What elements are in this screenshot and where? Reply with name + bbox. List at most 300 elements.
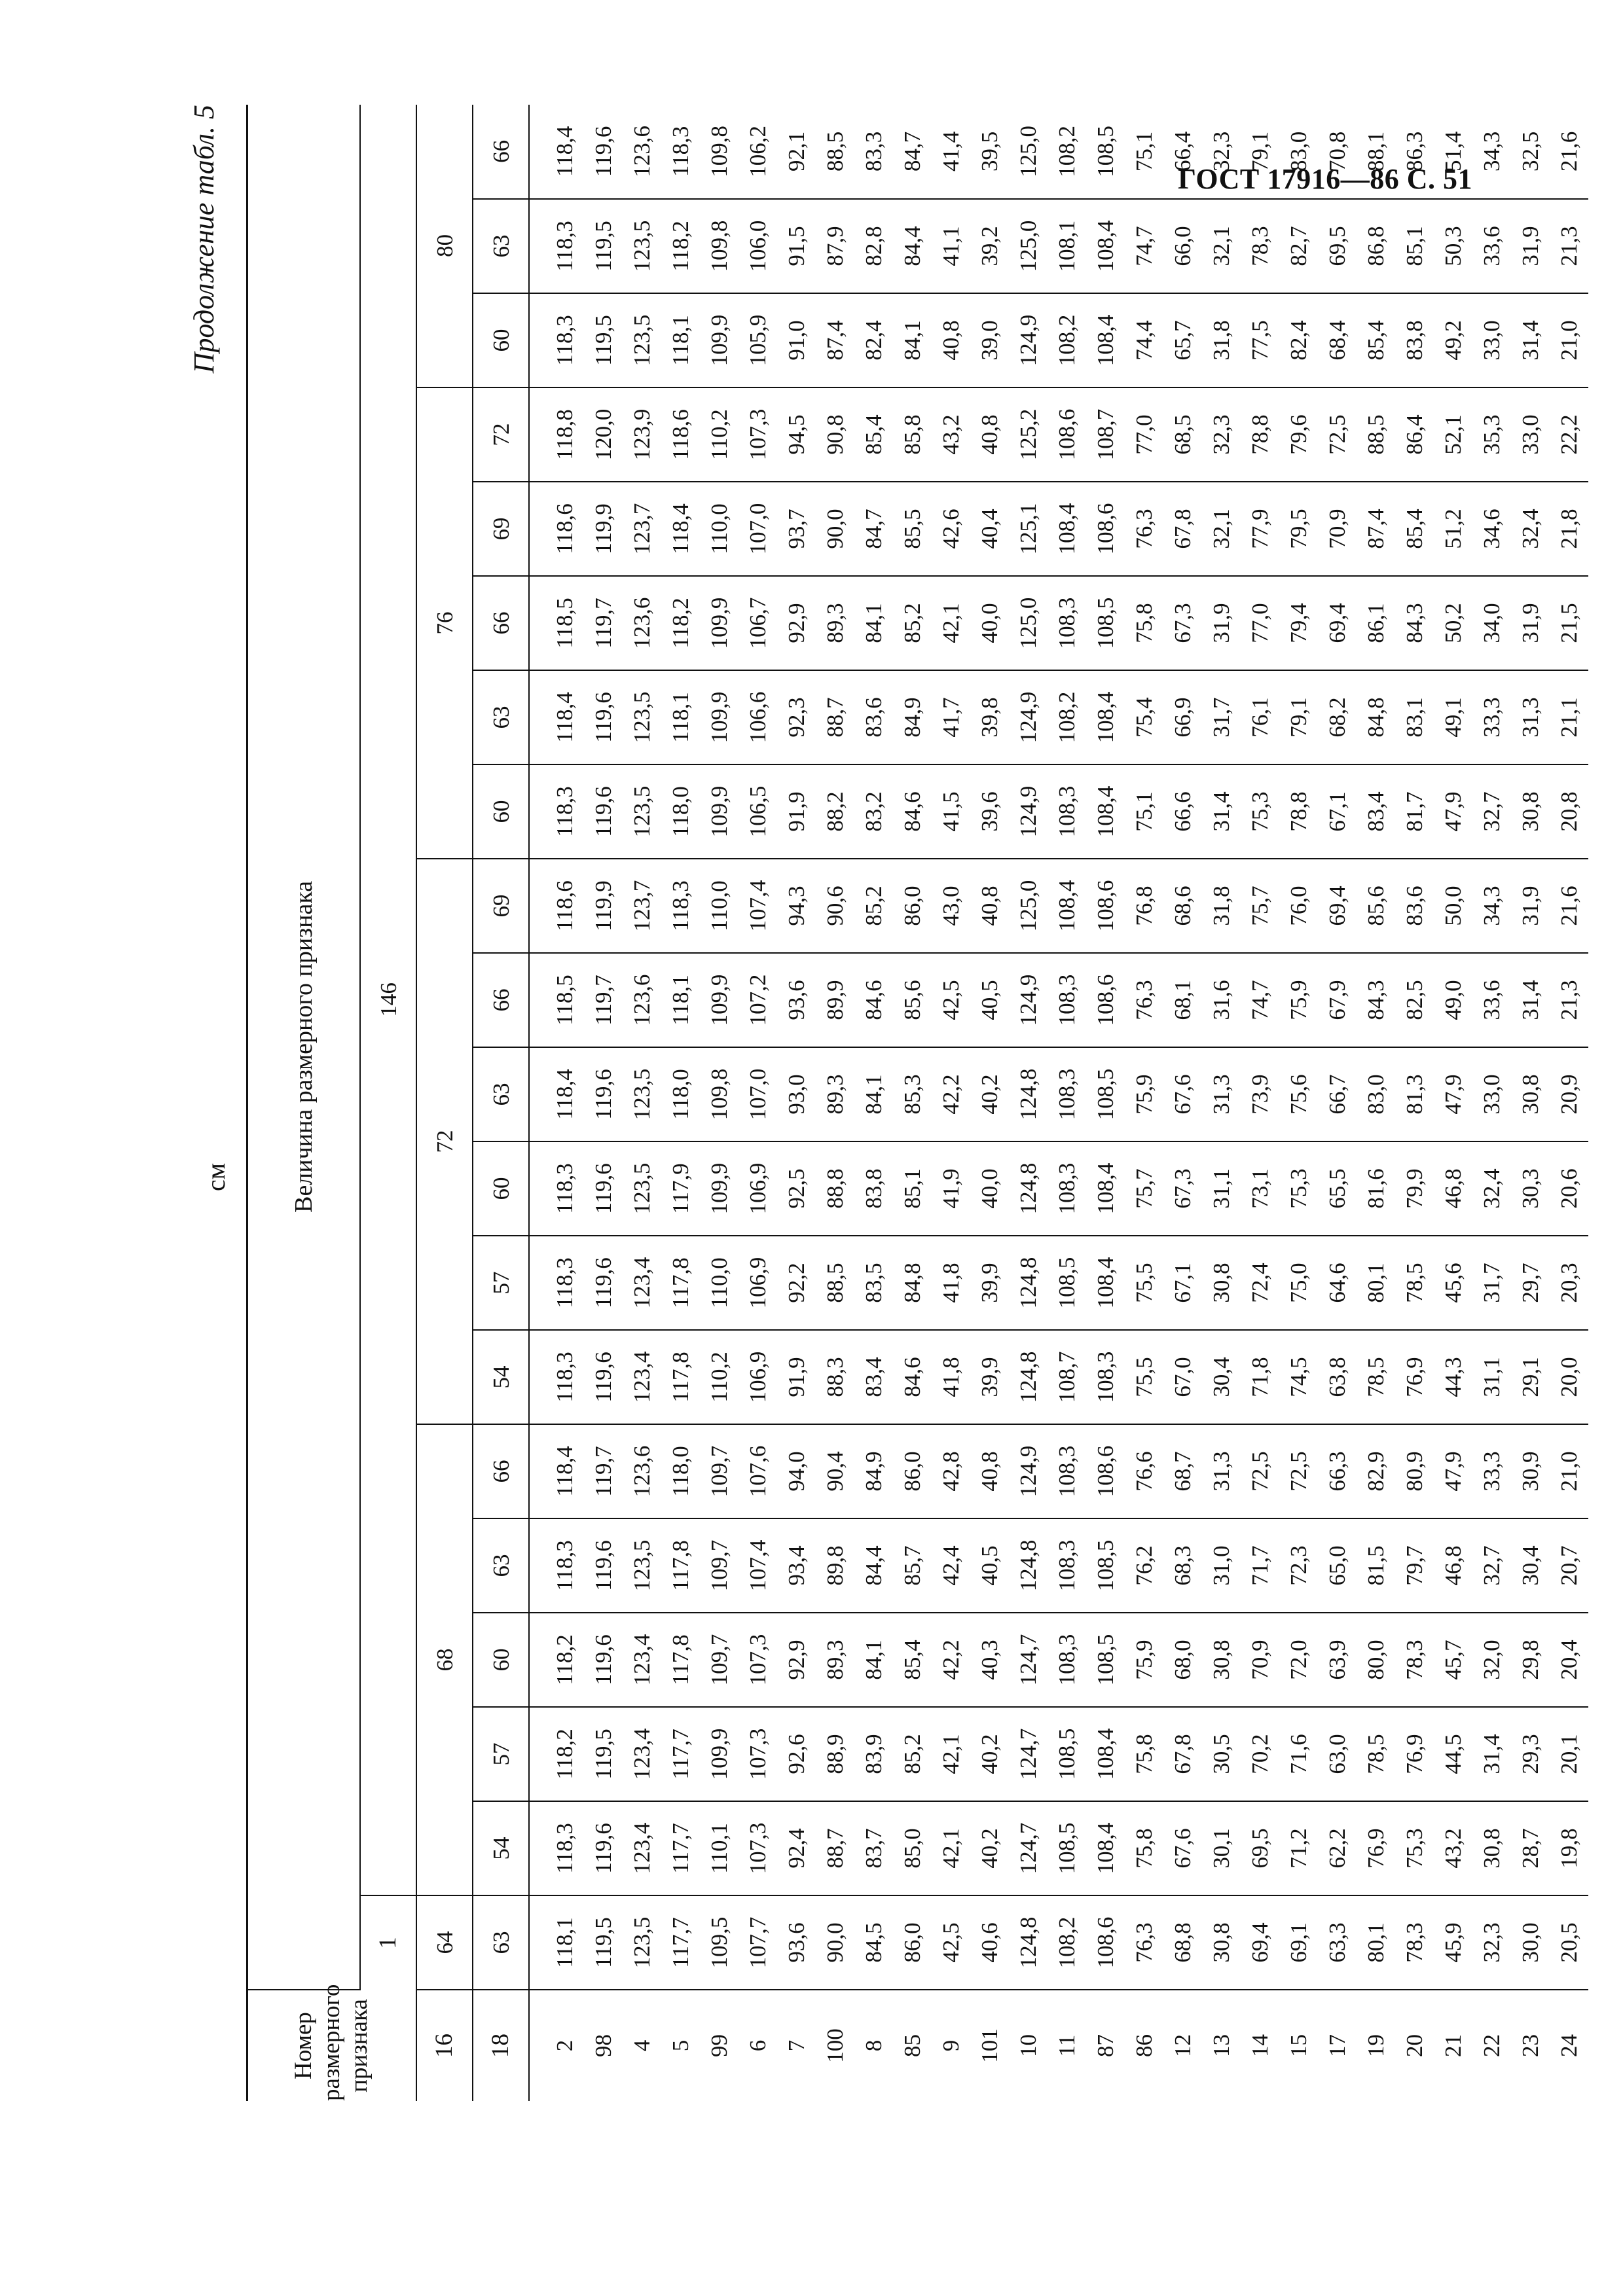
table-cell: 68,5 (1163, 387, 1202, 482)
table-cell: 109,8 (700, 105, 739, 199)
table-cell: 76,3 (1125, 482, 1163, 576)
table-cell: 85,6 (1357, 859, 1395, 953)
table-cell: 83,1 (1395, 670, 1434, 764)
table-cell: 88,5 (816, 1236, 854, 1330)
table-cell: 123,5 (623, 1141, 661, 1236)
table-cell: 108,6 (1086, 953, 1125, 1047)
table-cell: 86,4 (1395, 387, 1434, 482)
table-cell: 83,4 (1357, 764, 1395, 859)
row-key: 12 (1170, 2034, 1195, 2057)
table-cell: 20,6 (1550, 1141, 1588, 1236)
table-cell: 49,0 (1434, 953, 1472, 1047)
row-key: 98 (591, 2034, 616, 2057)
table-cell: 21,6 (1550, 859, 1588, 953)
column-header-row (473, 105, 529, 2101)
row-key: 85 (900, 2034, 925, 2057)
table-cell: 124,8 (1009, 1236, 1048, 1330)
table-row (1125, 105, 1163, 2101)
table-cell: 108,4 (1086, 670, 1125, 764)
table-cell: 78,8 (1241, 387, 1279, 482)
table-cell: 108,4 (1086, 199, 1125, 293)
table-cell: 89,8 (816, 1518, 854, 1613)
table-cell: 63,0 (1318, 1707, 1357, 1801)
table-cell: 86,0 (893, 1895, 932, 1990)
group-64-header: 64 (416, 1895, 473, 1990)
table-cell: 45,9 (1434, 1895, 1472, 1990)
row-key: 5 (668, 2039, 693, 2052)
table-cell: 118,0 (661, 764, 700, 859)
table-cell: 70,2 (1241, 1707, 1279, 1801)
table-cell: 108,3 (1048, 1613, 1086, 1707)
table-cell: 124,8 (1009, 1895, 1048, 1990)
table-cell: 119,5 (584, 199, 623, 293)
table-cell: 124,9 (1009, 293, 1048, 387)
table-cell: 79,6 (1279, 387, 1318, 482)
table-cell: 75,6 (1279, 1047, 1318, 1141)
table-cell: 40,3 (970, 1613, 1009, 1707)
table-cell: 94,3 (777, 859, 816, 953)
table-row (970, 105, 1009, 2101)
table-cell: 118,1 (661, 953, 700, 1047)
table-cell: 118,2 (661, 576, 700, 670)
table-cell: 86,3 (1395, 105, 1434, 199)
column-header: 60 (473, 1613, 529, 1707)
row-key: 14 (1247, 2034, 1273, 2057)
row-key: 21 (1440, 2034, 1466, 2057)
table-cell: 79,9 (1395, 1141, 1434, 1236)
table-cell: 82,4 (1279, 293, 1318, 387)
table-cell: 124,7 (1009, 1801, 1048, 1895)
table-cell: 74,7 (1241, 953, 1279, 1047)
table-cell: 84,9 (854, 1424, 893, 1518)
table-cell: 124,9 (1009, 1424, 1048, 1518)
table-cell: 92,9 (777, 576, 816, 670)
table-body (529, 105, 1588, 2101)
table-cell: 73,1 (1241, 1141, 1279, 1236)
column-header: 63 (473, 670, 529, 764)
table-row (777, 105, 816, 2101)
row-key: 17 (1324, 2034, 1350, 2057)
table-cell: 85,1 (893, 1141, 932, 1236)
table-cell: 109,9 (700, 670, 739, 764)
row-key: 15 (1286, 2034, 1311, 2057)
table-cell: 69,5 (1318, 199, 1357, 293)
table-cell: 32,4 (1511, 482, 1550, 576)
page-header: ГОСТ 17916—86 С. 51 (1177, 163, 1472, 195)
table-cell: 88,8 (816, 1141, 854, 1236)
table-cell: 106,9 (739, 1141, 777, 1236)
table-cell: 75,7 (1241, 859, 1279, 953)
table-cell: 107,3 (739, 1613, 777, 1707)
table-cell: 47,9 (1434, 1047, 1472, 1141)
table-cell: 83,6 (854, 670, 893, 764)
table-cell: 124,7 (1009, 1707, 1048, 1801)
table-cell: 118,2 (529, 1613, 584, 1707)
table-cell: 124,8 (1009, 1330, 1048, 1424)
table-cell: 108,3 (1048, 1047, 1086, 1141)
table-cell: 64,6 (1318, 1236, 1357, 1330)
table-cell: 40,8 (970, 387, 1009, 482)
table-cell: 40,6 (970, 1895, 1009, 1990)
table-row (816, 105, 854, 2101)
table-cell: 107,7 (739, 1895, 777, 1990)
table-cell: 85,4 (1357, 293, 1395, 387)
table-cell: 66,6 (1163, 764, 1202, 859)
table-cell: 118,4 (529, 1047, 584, 1141)
table-cell: 78,5 (1357, 1707, 1395, 1801)
table-cell: 66,3 (1318, 1424, 1357, 1518)
table-cell: 118,6 (661, 387, 700, 482)
column-header: 63 (473, 1047, 529, 1141)
table-cell: 84,8 (1357, 670, 1395, 764)
table-cell: 32,4 (1472, 1141, 1511, 1236)
table-cell: 20,3 (1550, 1236, 1588, 1330)
table-cell: 118,5 (529, 576, 584, 670)
table-cell: 84,5 (854, 1895, 893, 1990)
column-header: 57 (473, 1236, 529, 1330)
row-key: 100 (822, 2028, 848, 2063)
table-cell: 119,9 (584, 859, 623, 953)
column-header: 57 (473, 1707, 529, 1801)
table-cell: 71,7 (1241, 1518, 1279, 1613)
table-cell: 93,4 (777, 1518, 816, 1613)
table-cell: 123,4 (623, 1801, 661, 1895)
table-cell: 33,0 (1511, 387, 1550, 482)
table-cell: 41,8 (932, 1236, 970, 1330)
table-cell: 77,0 (1125, 387, 1163, 482)
table-cell: 30,8 (1202, 1895, 1241, 1990)
table-cell: 43,2 (932, 387, 970, 482)
table-cell: 124,9 (1009, 953, 1048, 1047)
table-cell: 81,5 (1357, 1518, 1395, 1613)
row-key: 2 (552, 2039, 577, 2052)
table-cell: 123,5 (623, 1895, 661, 1990)
table-cell: 108,5 (1086, 1518, 1125, 1613)
table-cell: 85,8 (893, 387, 932, 482)
table-cell: 32,3 (1202, 387, 1241, 482)
row-label-header: Номер размерного признака (247, 1990, 417, 2101)
column-header: 66 (473, 953, 529, 1047)
table-cell: 74,5 (1279, 1330, 1318, 1424)
table-cell: 89,9 (816, 953, 854, 1047)
table-cell: 21,6 (1550, 105, 1588, 199)
table-cell: 119,6 (584, 1518, 623, 1613)
table-cell: 106,5 (739, 764, 777, 859)
column-header: 63 (473, 1518, 529, 1613)
table-cell: 123,7 (623, 859, 661, 953)
table-cell: 108,3 (1048, 1424, 1086, 1518)
table-cell: 32,0 (1472, 1613, 1511, 1707)
table-cell: 20,5 (1550, 1895, 1588, 1990)
column-header: 60 (473, 1141, 529, 1236)
table-cell: 42,1 (932, 1707, 970, 1801)
table-cell: 29,3 (1511, 1707, 1550, 1801)
table-cell: 79,7 (1395, 1518, 1434, 1613)
table-cell: 30,5 (1202, 1707, 1241, 1801)
group-68-header: 68 (416, 1424, 473, 1895)
table-cell: 68,8 (1163, 1895, 1202, 1990)
table-cell: 125,0 (1009, 199, 1048, 293)
table-cell: 119,6 (584, 1047, 623, 1141)
table-row (1279, 105, 1318, 2101)
table-cell: 87,9 (816, 199, 854, 293)
table-row (1550, 105, 1588, 2101)
table-cell: 118,3 (529, 1518, 584, 1613)
table-cell: 108,2 (1048, 670, 1086, 764)
table-cell: 83,7 (854, 1801, 893, 1895)
table-row (1086, 105, 1125, 2101)
table-cell: 88,2 (816, 764, 854, 859)
table-cell: 31,3 (1202, 1424, 1241, 1518)
table-cell: 31,1 (1202, 1141, 1241, 1236)
table-cell: 83,4 (854, 1330, 893, 1424)
table-cell: 40,0 (970, 576, 1009, 670)
table-cell: 118,3 (529, 293, 584, 387)
table-row (1472, 105, 1511, 2101)
table-cell: 82,9 (1357, 1424, 1395, 1518)
table-cell: 39,8 (970, 670, 1009, 764)
table-cell: 31,4 (1511, 953, 1550, 1047)
table-cell: 89,3 (816, 576, 854, 670)
table-cell: 123,5 (623, 670, 661, 764)
table-cell: 72,5 (1318, 387, 1357, 482)
table-cell: 123,5 (623, 199, 661, 293)
table-cell: 107,0 (739, 1047, 777, 1141)
table-cell: 34,0 (1472, 576, 1511, 670)
table-cell: 75,1 (1125, 764, 1163, 859)
table-cell: 75,4 (1125, 670, 1163, 764)
table-cell: 118,0 (661, 1424, 700, 1518)
table-cell: 85,4 (893, 1613, 932, 1707)
table-cell: 78,3 (1395, 1613, 1434, 1707)
table-cell: 33,6 (1472, 199, 1511, 293)
table-cell: 40,8 (932, 293, 970, 387)
table-cell: 42,5 (932, 953, 970, 1047)
table-cell: 45,7 (1434, 1613, 1472, 1707)
table-cell: 78,3 (1241, 199, 1279, 293)
table-cell: 29,1 (1511, 1330, 1550, 1424)
table-cell: 30,8 (1202, 1613, 1241, 1707)
table-cell: 83,0 (1279, 105, 1318, 199)
table-cell: 92,2 (777, 1236, 816, 1330)
table-cell: 66,0 (1163, 199, 1202, 293)
table-cell: 31,4 (1511, 293, 1550, 387)
table-cell: 75,9 (1125, 1613, 1163, 1707)
table-cell: 47,9 (1434, 1424, 1472, 1518)
table-cell: 83,9 (854, 1707, 893, 1801)
table-cell: 42,2 (932, 1047, 970, 1141)
table-cell: 40,4 (970, 482, 1009, 576)
table-cell: 91,5 (777, 199, 816, 293)
table-cell: 21,3 (1550, 953, 1588, 1047)
table-cell: 74,4 (1125, 293, 1163, 387)
row-key: 19 (1363, 2034, 1389, 2057)
table-cell: 108,3 (1086, 1330, 1125, 1424)
table-cell: 20,8 (1550, 764, 1588, 859)
table-cell: 117,9 (661, 1141, 700, 1236)
table-cell: 63,3 (1318, 1895, 1357, 1990)
table-cell: 41,1 (932, 199, 970, 293)
table-cell: 40,8 (970, 1424, 1009, 1518)
table-cell: 34,3 (1472, 105, 1511, 199)
table-cell: 40,8 (970, 859, 1009, 953)
table-cell: 123,7 (623, 482, 661, 576)
column-header: 54 (473, 1801, 529, 1895)
table-cell: 119,5 (584, 1707, 623, 1801)
table-cell: 35,3 (1472, 387, 1511, 482)
group-72-header: 72 (416, 859, 473, 1424)
table-cell: 109,8 (700, 1047, 739, 1141)
table-cell: 72,0 (1279, 1613, 1318, 1707)
table-cell: 83,6 (1395, 859, 1434, 953)
table-cell: 83,3 (854, 105, 893, 199)
table-cell: 39,5 (970, 105, 1009, 199)
table-cell: 84,1 (854, 1613, 893, 1707)
table-cell: 63,9 (1318, 1613, 1357, 1707)
table-cell: 69,1 (1279, 1895, 1318, 1990)
table-cell: 109,7 (700, 1518, 739, 1613)
table-cell: 81,6 (1357, 1141, 1395, 1236)
table-cell: 43,0 (932, 859, 970, 953)
table-cell: 108,6 (1086, 482, 1125, 576)
key-row-1-header: 1 (360, 1895, 416, 1990)
table-cell: 93,6 (777, 953, 816, 1047)
row-key: 7 (784, 2039, 809, 2052)
table-cell: 71,8 (1241, 1330, 1279, 1424)
table-cell: 85,1 (1395, 199, 1434, 293)
table-cell: 68,0 (1163, 1613, 1202, 1707)
table-cell: 39,2 (970, 199, 1009, 293)
rotated-table-area (187, 105, 1582, 2101)
column-header: 63 (473, 1895, 529, 1990)
row-key: 13 (1209, 2034, 1234, 2057)
table-cell: 119,5 (584, 293, 623, 387)
table-cell: 44,3 (1434, 1330, 1472, 1424)
table-cell: 108,5 (1086, 1047, 1125, 1141)
table-cell: 75,3 (1279, 1141, 1318, 1236)
table-cell: 85,2 (893, 1707, 932, 1801)
table-cell: 67,0 (1163, 1330, 1202, 1424)
table-cell: 31,4 (1202, 764, 1241, 859)
table-cell: 123,6 (623, 576, 661, 670)
table-cell: 21,1 (1550, 670, 1588, 764)
value-title-header: Величина размерного признака (247, 105, 361, 1990)
table-cell: 120,0 (584, 387, 623, 482)
table-cell: 118,1 (529, 1895, 584, 1990)
table-cell: 65,0 (1318, 1518, 1357, 1613)
table-cell: 82,4 (854, 293, 893, 387)
table-row (1241, 105, 1279, 2101)
table-cell: 20,4 (1550, 1613, 1588, 1707)
table-cell: 33,0 (1472, 1047, 1511, 1141)
table-cell: 40,0 (970, 1141, 1009, 1236)
table-row (1434, 105, 1472, 2101)
table-cell: 88,7 (816, 670, 854, 764)
table-cell: 45,6 (1434, 1236, 1472, 1330)
table-cell: 72,4 (1241, 1236, 1279, 1330)
table-cell: 33,6 (1472, 953, 1511, 1047)
table-cell: 74,7 (1125, 199, 1163, 293)
table-cell: 106,2 (739, 105, 777, 199)
table-cell: 31,7 (1472, 1236, 1511, 1330)
table-cell: 124,9 (1009, 764, 1048, 859)
table-row (893, 105, 932, 2101)
table-cell: 84,6 (893, 1330, 932, 1424)
row-key: 22 (1479, 2034, 1504, 2057)
table-cell: 88,7 (816, 1801, 854, 1895)
table-cell: 72,5 (1241, 1424, 1279, 1518)
table-cell: 108,2 (1048, 293, 1086, 387)
table-cell: 72,3 (1279, 1518, 1318, 1613)
table-cell: 78,5 (1395, 1236, 1434, 1330)
table-cell: 67,1 (1318, 764, 1357, 859)
table-cell: 94,5 (777, 387, 816, 482)
table-cell: 88,5 (1357, 387, 1395, 482)
table-cell: 108,4 (1048, 859, 1086, 953)
table-cell: 42,5 (932, 1895, 970, 1990)
table-cell: 85,2 (893, 576, 932, 670)
table-cell: 125,1 (1009, 482, 1048, 576)
table-cell: 67,3 (1163, 576, 1202, 670)
table-cell: 107,4 (739, 859, 777, 953)
table-cell: 42,2 (932, 1613, 970, 1707)
table-row (661, 105, 700, 2101)
table-cell: 42,8 (932, 1424, 970, 1518)
table-row (529, 105, 584, 2101)
table-cell: 84,9 (893, 670, 932, 764)
table-cell: 108,5 (1086, 576, 1125, 670)
row-key: 23 (1518, 2034, 1543, 2057)
table-cell: 85,5 (893, 482, 932, 576)
table-cell: 75,5 (1125, 1236, 1163, 1330)
table-cell: 85,7 (893, 1518, 932, 1613)
table-cell: 125,2 (1009, 387, 1048, 482)
table-row (1202, 105, 1241, 2101)
table-row (1511, 105, 1550, 2101)
table-cell: 87,4 (1357, 482, 1395, 576)
table-cell: 109,9 (700, 293, 739, 387)
table-cell: 68,6 (1163, 859, 1202, 953)
table-cell: 30,8 (1511, 1047, 1550, 1141)
table-cell: 108,6 (1086, 859, 1125, 953)
table-row (1009, 105, 1048, 2101)
table-cell: 41,5 (932, 764, 970, 859)
table-cell: 119,7 (584, 576, 623, 670)
key-row-3-header: 18 (473, 1990, 529, 2101)
table-cell: 30,8 (1472, 1801, 1511, 1895)
table-cell: 119,5 (584, 1895, 623, 1990)
table-cell: 117,8 (661, 1518, 700, 1613)
table-cell: 91,9 (777, 1330, 816, 1424)
table-cell: 81,3 (1395, 1047, 1434, 1141)
table-cell: 108,5 (1086, 105, 1125, 199)
table-cell: 119,6 (584, 1236, 623, 1330)
table-cell: 76,6 (1125, 1424, 1163, 1518)
table-cell: 32,3 (1472, 1895, 1511, 1990)
table-cell: 30,8 (1202, 1236, 1241, 1330)
table-cell: 118,6 (529, 482, 584, 576)
table-cell: 40,5 (970, 953, 1009, 1047)
table-cell: 78,8 (1279, 764, 1318, 859)
table-cell: 69,4 (1318, 576, 1357, 670)
table-cell: 90,0 (816, 1895, 854, 1990)
table-cell: 78,3 (1395, 1895, 1434, 1990)
table-cell: 118,3 (661, 859, 700, 953)
table-row (854, 105, 893, 2101)
table-cell: 63,8 (1318, 1330, 1357, 1424)
row-key: 4 (629, 2039, 655, 2052)
table-cell: 67,6 (1163, 1801, 1202, 1895)
